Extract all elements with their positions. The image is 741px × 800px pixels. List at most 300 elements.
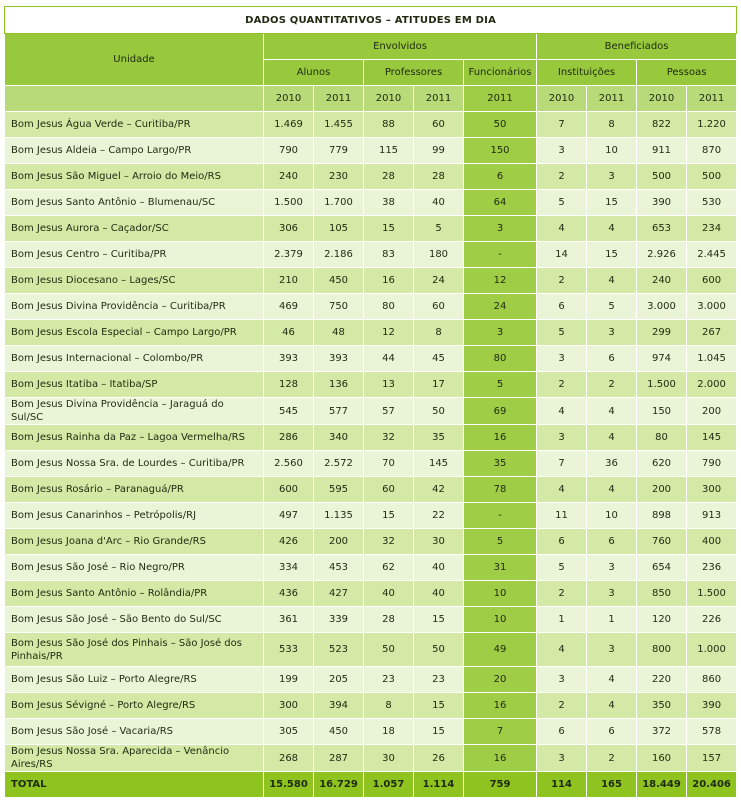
total-value-cell: 1.057 xyxy=(364,772,414,798)
value-cell: 3 xyxy=(587,555,637,581)
value-cell: 16 xyxy=(464,425,537,451)
value-cell: 653 xyxy=(637,216,687,242)
value-cell: 60 xyxy=(364,477,414,503)
value-cell: 393 xyxy=(314,346,364,372)
value-cell: 974 xyxy=(637,346,687,372)
value-cell: 3.000 xyxy=(687,294,737,320)
value-cell: 24 xyxy=(464,294,537,320)
value-cell: 1.500 xyxy=(637,372,687,398)
table-row xyxy=(5,719,737,745)
value-cell: 2.186 xyxy=(314,242,364,268)
value-cell: 286 xyxy=(264,425,314,451)
value-cell: 860 xyxy=(687,667,737,693)
value-cell: 8 xyxy=(414,320,464,346)
value-cell: 533 xyxy=(264,633,314,667)
table-row xyxy=(5,503,737,529)
header-professores: Professores xyxy=(364,60,464,86)
value-cell: 49 xyxy=(464,633,537,667)
unit-name-cell: Bom Jesus Rainha da Paz – Lagoa Vermelha/RS xyxy=(5,425,264,451)
unit-name-cell: Bom Jesus Divina Providência – Curitiba/PR xyxy=(5,294,264,320)
value-cell: 5 xyxy=(587,294,637,320)
unit-name-cell: Bom Jesus Água Verde – Curitiba/PR xyxy=(5,112,264,138)
table-row xyxy=(5,138,737,164)
value-cell: 4 xyxy=(587,477,637,503)
table-row xyxy=(5,268,737,294)
value-cell: 136 xyxy=(314,372,364,398)
value-cell: 340 xyxy=(314,425,364,451)
value-cell: 62 xyxy=(364,555,414,581)
value-cell: 15 xyxy=(414,719,464,745)
value-cell: 69 xyxy=(464,398,537,425)
unit-name-cell: Bom Jesus Aldeia – Campo Largo/PR xyxy=(5,138,264,164)
value-cell: 2.926 xyxy=(637,242,687,268)
value-cell: 3 xyxy=(587,581,637,607)
value-cell: 1.045 xyxy=(687,346,737,372)
value-cell: 4 xyxy=(537,477,587,503)
value-cell: 99 xyxy=(414,138,464,164)
value-cell: 2 xyxy=(537,581,587,607)
value-cell: 450 xyxy=(314,719,364,745)
total-value-cell: 16.729 xyxy=(314,772,364,798)
value-cell: 28 xyxy=(364,607,414,633)
value-cell: 7 xyxy=(464,719,537,745)
value-cell: 267 xyxy=(687,320,737,346)
table-row xyxy=(5,398,737,425)
value-cell: 6 xyxy=(587,529,637,555)
value-cell: 5 xyxy=(464,372,537,398)
value-cell: 400 xyxy=(687,529,737,555)
value-cell: 200 xyxy=(687,398,737,425)
unit-name-cell: Bom Jesus Centro – Curitiba/PR xyxy=(5,242,264,268)
total-label: TOTAL xyxy=(5,772,264,798)
value-cell: 32 xyxy=(364,529,414,555)
value-cell: 2.572 xyxy=(314,451,364,477)
year-header-cell: 2011 xyxy=(464,86,537,112)
value-cell: 80 xyxy=(464,346,537,372)
value-cell: 38 xyxy=(364,190,414,216)
value-cell: 210 xyxy=(264,268,314,294)
value-cell: 6 xyxy=(587,346,637,372)
value-cell: 500 xyxy=(687,164,737,190)
year-row-unit-cell xyxy=(5,86,264,112)
value-cell: 2 xyxy=(587,745,637,772)
unit-name-cell: Bom Jesus Aurora – Caçador/SC xyxy=(5,216,264,242)
value-cell: 3 xyxy=(537,667,587,693)
value-cell: 5 xyxy=(537,320,587,346)
value-cell: 390 xyxy=(687,693,737,719)
table-row xyxy=(5,346,737,372)
table-row xyxy=(5,164,737,190)
value-cell: 157 xyxy=(687,745,737,772)
header-funcionarios: Funcionários xyxy=(464,60,537,86)
unit-name-cell: Bom Jesus Joana d'Arc – Rio Grande/RS xyxy=(5,529,264,555)
value-cell: 60 xyxy=(414,112,464,138)
value-cell: 240 xyxy=(637,268,687,294)
value-cell: 2 xyxy=(537,372,587,398)
value-cell: 2.379 xyxy=(264,242,314,268)
year-header-cell: 2010 xyxy=(364,86,414,112)
value-cell: 898 xyxy=(637,503,687,529)
value-cell: 469 xyxy=(264,294,314,320)
value-cell: 7 xyxy=(537,451,587,477)
value-cell: 30 xyxy=(414,529,464,555)
table-row xyxy=(5,745,737,772)
year-header-row xyxy=(5,86,737,112)
value-cell: - xyxy=(464,242,537,268)
value-cell: - xyxy=(464,503,537,529)
value-cell: 8 xyxy=(364,693,414,719)
value-cell: 1.500 xyxy=(687,581,737,607)
value-cell: 1.455 xyxy=(314,112,364,138)
value-cell: 36 xyxy=(587,451,637,477)
header-pessoas: Pessoas xyxy=(637,60,737,86)
value-cell: 12 xyxy=(464,268,537,294)
value-cell: 305 xyxy=(264,719,314,745)
value-cell: 15 xyxy=(364,216,414,242)
value-cell: 128 xyxy=(264,372,314,398)
header-alunos: Alunos xyxy=(264,60,364,86)
quantitative-data-table-container xyxy=(4,6,736,798)
value-cell: 5 xyxy=(414,216,464,242)
value-cell: 500 xyxy=(637,164,687,190)
table-title: DADOS QUANTITATIVOS – ATITUDES EM DIA xyxy=(5,7,737,34)
value-cell: 10 xyxy=(464,581,537,607)
table-row xyxy=(5,451,737,477)
value-cell: 2 xyxy=(537,164,587,190)
value-cell: 5 xyxy=(464,529,537,555)
table-row xyxy=(5,216,737,242)
table-row xyxy=(5,477,737,503)
table-row xyxy=(5,242,737,268)
value-cell: 150 xyxy=(637,398,687,425)
value-cell: 10 xyxy=(587,503,637,529)
value-cell: 16 xyxy=(364,268,414,294)
value-cell: 2 xyxy=(587,372,637,398)
value-cell: 6 xyxy=(587,719,637,745)
value-cell: 10 xyxy=(464,607,537,633)
value-cell: 800 xyxy=(637,633,687,667)
value-cell: 160 xyxy=(637,745,687,772)
value-cell: 393 xyxy=(264,346,314,372)
table-row xyxy=(5,633,737,667)
value-cell: 1.220 xyxy=(687,112,737,138)
value-cell: 339 xyxy=(314,607,364,633)
value-cell: 1 xyxy=(587,607,637,633)
value-cell: 40 xyxy=(414,555,464,581)
value-cell: 4 xyxy=(537,398,587,425)
value-cell: 35 xyxy=(414,425,464,451)
value-cell: 80 xyxy=(637,425,687,451)
value-cell: 145 xyxy=(687,425,737,451)
value-cell: 199 xyxy=(264,667,314,693)
table-row xyxy=(5,529,737,555)
value-cell: 2.560 xyxy=(264,451,314,477)
value-cell: 240 xyxy=(264,164,314,190)
table-row xyxy=(5,555,737,581)
value-cell: 14 xyxy=(537,242,587,268)
value-cell: 6 xyxy=(464,164,537,190)
value-cell: 226 xyxy=(687,607,737,633)
unit-name-cell: Bom Jesus Nossa Sra. Aparecida – Venâncio Aires/RS xyxy=(5,745,264,772)
value-cell: 450 xyxy=(314,268,364,294)
value-cell: 5 xyxy=(537,190,587,216)
value-cell: 4 xyxy=(587,216,637,242)
value-cell: 120 xyxy=(637,607,687,633)
value-cell: 2 xyxy=(537,268,587,294)
year-header-cell: 2010 xyxy=(537,86,587,112)
value-cell: 234 xyxy=(687,216,737,242)
value-cell: 390 xyxy=(637,190,687,216)
value-cell: 4 xyxy=(537,216,587,242)
table-row xyxy=(5,425,737,451)
unit-name-cell: Bom Jesus São José – São Bento do Sul/SC xyxy=(5,607,264,633)
value-cell: 3 xyxy=(587,164,637,190)
total-value-cell: 15.580 xyxy=(264,772,314,798)
value-cell: 1.135 xyxy=(314,503,364,529)
total-value-cell: 759 xyxy=(464,772,537,798)
header-beneficiados: Beneficiados xyxy=(537,34,737,60)
value-cell: 28 xyxy=(414,164,464,190)
value-cell: 80 xyxy=(364,294,414,320)
total-value-cell: 20.406 xyxy=(687,772,737,798)
value-cell: 11 xyxy=(537,503,587,529)
value-cell: 4 xyxy=(587,667,637,693)
value-cell: 205 xyxy=(314,667,364,693)
value-cell: 24 xyxy=(414,268,464,294)
value-cell: 26 xyxy=(414,745,464,772)
total-value-cell: 114 xyxy=(537,772,587,798)
value-cell: 50 xyxy=(414,633,464,667)
value-cell: 230 xyxy=(314,164,364,190)
value-cell: 70 xyxy=(364,451,414,477)
table-body xyxy=(5,7,737,798)
value-cell: 3 xyxy=(537,138,587,164)
value-cell: 40 xyxy=(364,581,414,607)
value-cell: 44 xyxy=(364,346,414,372)
value-cell: 5 xyxy=(537,555,587,581)
value-cell: 145 xyxy=(414,451,464,477)
value-cell: 760 xyxy=(637,529,687,555)
table-row xyxy=(5,607,737,633)
value-cell: 545 xyxy=(264,398,314,425)
value-cell: 1.000 xyxy=(687,633,737,667)
value-cell: 32 xyxy=(364,425,414,451)
total-row xyxy=(5,772,737,798)
table-row xyxy=(5,667,737,693)
value-cell: 870 xyxy=(687,138,737,164)
table-row xyxy=(5,190,737,216)
unit-name-cell: Bom Jesus Itatiba – Itatiba/SP xyxy=(5,372,264,398)
value-cell: 2.445 xyxy=(687,242,737,268)
value-cell: 13 xyxy=(364,372,414,398)
value-cell: 30 xyxy=(364,745,414,772)
value-cell: 3.000 xyxy=(637,294,687,320)
value-cell: 779 xyxy=(314,138,364,164)
value-cell: 372 xyxy=(637,719,687,745)
value-cell: 577 xyxy=(314,398,364,425)
value-cell: 105 xyxy=(314,216,364,242)
header-instituicoes: Instituições xyxy=(537,60,637,86)
value-cell: 4 xyxy=(587,268,637,294)
unit-name-cell: Bom Jesus São José dos Pinhais – São José dos Pinhais/PR xyxy=(5,633,264,667)
value-cell: 83 xyxy=(364,242,414,268)
value-cell: 3 xyxy=(587,320,637,346)
value-cell: 822 xyxy=(637,112,687,138)
value-cell: 523 xyxy=(314,633,364,667)
value-cell: 23 xyxy=(364,667,414,693)
unit-name-cell: Bom Jesus Rosário – Paranaguá/PR xyxy=(5,477,264,503)
value-cell: 1.500 xyxy=(264,190,314,216)
value-cell: 150 xyxy=(464,138,537,164)
value-cell: 600 xyxy=(687,268,737,294)
value-cell: 18 xyxy=(364,719,414,745)
value-cell: 50 xyxy=(414,398,464,425)
quantitative-data-table xyxy=(4,6,737,798)
year-header-cell: 2011 xyxy=(587,86,637,112)
unit-name-cell: Bom Jesus Nossa Sra. de Lourdes – Curitiba/PR xyxy=(5,451,264,477)
value-cell: 115 xyxy=(364,138,414,164)
value-cell: 15 xyxy=(414,607,464,633)
year-header-cell: 2010 xyxy=(264,86,314,112)
value-cell: 23 xyxy=(414,667,464,693)
value-cell: 2 xyxy=(537,693,587,719)
header-unit: Unidade xyxy=(5,34,264,86)
value-cell: 913 xyxy=(687,503,737,529)
value-cell: 31 xyxy=(464,555,537,581)
unit-name-cell: Bom Jesus São José – Rio Negro/PR xyxy=(5,555,264,581)
table-row xyxy=(5,372,737,398)
value-cell: 88 xyxy=(364,112,414,138)
total-value-cell: 18.449 xyxy=(637,772,687,798)
value-cell: 45 xyxy=(414,346,464,372)
value-cell: 28 xyxy=(364,164,414,190)
value-cell: 426 xyxy=(264,529,314,555)
unit-name-cell: Bom Jesus Canarinhos – Petrópolis/RJ xyxy=(5,503,264,529)
value-cell: 4 xyxy=(587,425,637,451)
value-cell: 6 xyxy=(537,719,587,745)
value-cell: 2.000 xyxy=(687,372,737,398)
table-row xyxy=(5,294,737,320)
value-cell: 17 xyxy=(414,372,464,398)
unit-name-cell: Bom Jesus São José – Vacaria/RS xyxy=(5,719,264,745)
unit-name-cell: Bom Jesus Santo Antônio – Blumenau/SC xyxy=(5,190,264,216)
value-cell: 10 xyxy=(587,138,637,164)
value-cell: 20 xyxy=(464,667,537,693)
value-cell: 60 xyxy=(414,294,464,320)
value-cell: 911 xyxy=(637,138,687,164)
value-cell: 3 xyxy=(464,320,537,346)
value-cell: 436 xyxy=(264,581,314,607)
value-cell: 334 xyxy=(264,555,314,581)
value-cell: 578 xyxy=(687,719,737,745)
year-header-cell: 2011 xyxy=(687,86,737,112)
value-cell: 268 xyxy=(264,745,314,772)
value-cell: 8 xyxy=(587,112,637,138)
value-cell: 600 xyxy=(264,477,314,503)
unit-name-cell: Bom Jesus São Luiz – Porto Alegre/RS xyxy=(5,667,264,693)
value-cell: 3 xyxy=(464,216,537,242)
value-cell: 7 xyxy=(537,112,587,138)
value-cell: 40 xyxy=(414,190,464,216)
value-cell: 16 xyxy=(464,693,537,719)
table-row xyxy=(5,112,737,138)
value-cell: 620 xyxy=(637,451,687,477)
value-cell: 50 xyxy=(364,633,414,667)
value-cell: 1 xyxy=(537,607,587,633)
table-row xyxy=(5,581,737,607)
unit-name-cell: Bom Jesus Internacional – Colombo/PR xyxy=(5,346,264,372)
value-cell: 790 xyxy=(264,138,314,164)
value-cell: 361 xyxy=(264,607,314,633)
value-cell: 200 xyxy=(637,477,687,503)
value-cell: 453 xyxy=(314,555,364,581)
value-cell: 200 xyxy=(314,529,364,555)
value-cell: 40 xyxy=(414,581,464,607)
value-cell: 394 xyxy=(314,693,364,719)
value-cell: 4 xyxy=(587,693,637,719)
year-header-cell: 2011 xyxy=(314,86,364,112)
header-envolvidos: Envolvidos xyxy=(264,34,537,60)
value-cell: 35 xyxy=(464,451,537,477)
value-cell: 750 xyxy=(314,294,364,320)
value-cell: 57 xyxy=(364,398,414,425)
value-cell: 4 xyxy=(587,398,637,425)
value-cell: 15 xyxy=(587,190,637,216)
value-cell: 15 xyxy=(364,503,414,529)
year-header-cell: 2011 xyxy=(414,86,464,112)
unit-name-cell: Bom Jesus Divina Providência – Jaraguá do Sul/SC xyxy=(5,398,264,425)
value-cell: 3 xyxy=(537,346,587,372)
value-cell: 850 xyxy=(637,581,687,607)
value-cell: 306 xyxy=(264,216,314,242)
value-cell: 300 xyxy=(687,477,737,503)
value-cell: 300 xyxy=(264,693,314,719)
value-cell: 50 xyxy=(464,112,537,138)
unit-name-cell: Bom Jesus Santo Antônio – Rolândia/PR xyxy=(5,581,264,607)
value-cell: 654 xyxy=(637,555,687,581)
value-cell: 6 xyxy=(537,294,587,320)
total-value-cell: 1.114 xyxy=(414,772,464,798)
unit-name-cell: Bom Jesus Sévigné – Porto Alegre/RS xyxy=(5,693,264,719)
value-cell: 4 xyxy=(537,633,587,667)
value-cell: 1.700 xyxy=(314,190,364,216)
value-cell: 497 xyxy=(264,503,314,529)
value-cell: 12 xyxy=(364,320,414,346)
year-header-cell: 2010 xyxy=(637,86,687,112)
table-row xyxy=(5,693,737,719)
value-cell: 16 xyxy=(464,745,537,772)
value-cell: 287 xyxy=(314,745,364,772)
value-cell: 180 xyxy=(414,242,464,268)
value-cell: 78 xyxy=(464,477,537,503)
value-cell: 64 xyxy=(464,190,537,216)
value-cell: 48 xyxy=(314,320,364,346)
value-cell: 15 xyxy=(587,242,637,268)
value-cell: 299 xyxy=(637,320,687,346)
value-cell: 350 xyxy=(637,693,687,719)
value-cell: 42 xyxy=(414,477,464,503)
value-cell: 530 xyxy=(687,190,737,216)
unit-name-cell: Bom Jesus Escola Especial – Campo Largo/PR xyxy=(5,320,264,346)
unit-name-cell: Bom Jesus São Miguel – Arroio do Meio/RS xyxy=(5,164,264,190)
value-cell: 220 xyxy=(637,667,687,693)
table-row xyxy=(5,320,737,346)
value-cell: 790 xyxy=(687,451,737,477)
value-cell: 595 xyxy=(314,477,364,503)
value-cell: 22 xyxy=(414,503,464,529)
value-cell: 427 xyxy=(314,581,364,607)
value-cell: 15 xyxy=(414,693,464,719)
